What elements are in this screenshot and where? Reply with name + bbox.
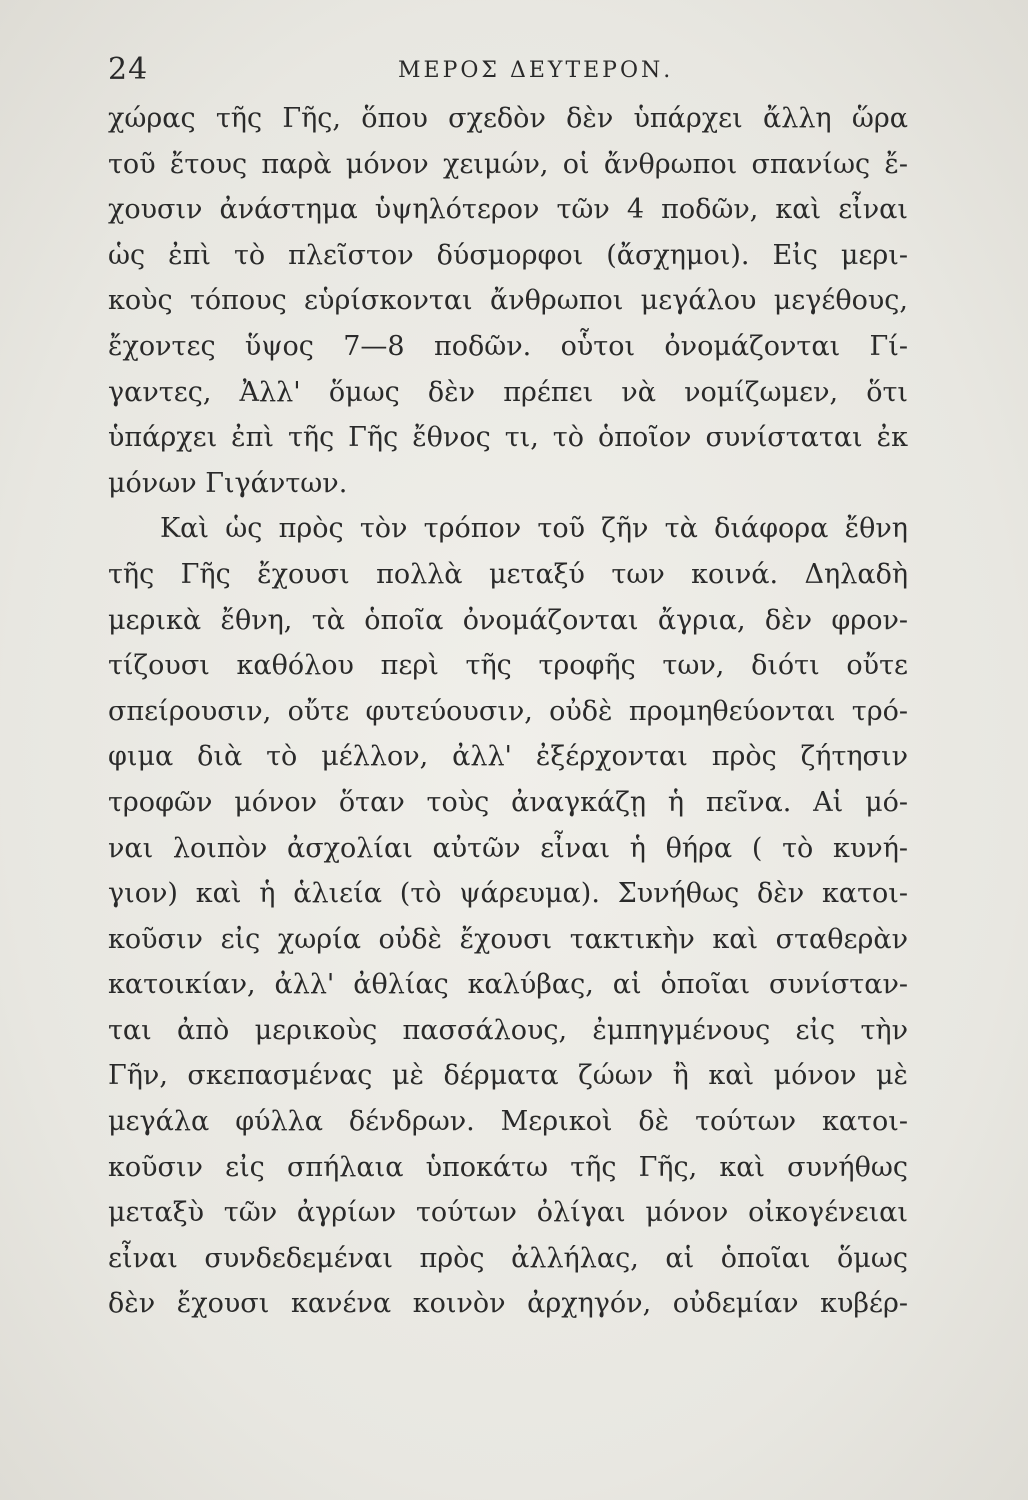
page-number: 24	[108, 52, 149, 87]
paragraph-end-line: μόνων Γιγάντων.	[108, 467, 348, 499]
text-line: δὲν ἔχουσι κανένα κοινὸν ἀρχηγόν, οὐδεμίαν κυβέρ-	[108, 1288, 908, 1320]
text-line: ναι λοιπὸν ἀσχολίαι αὐτῶν εἶναι ἡ θήρα ( τὸ κυνή-	[108, 832, 908, 864]
text-line: μερικὰ ἔθνη, τὰ ὁποῖα ὀνομάζονται ἄγρια, δὲν φρον-	[108, 604, 908, 636]
text-line: φιμα διὰ τὸ μέλλον, ἀλλ' ἐξέρχονται πρὸς ζήτησιν	[108, 741, 908, 773]
text-line: τίζουσι καθόλου περὶ τῆς τροφῆς των, διότι οὔτε	[108, 650, 908, 682]
running-head: ΜΕΡΟΣ ΔΕΥΤΕΡΟΝ.	[398, 58, 674, 83]
text-line: ὑπάρχει ἐπὶ τῆς Γῆς ἔθνος τι, τὸ ὁποῖον συνίσταται ἐκ	[108, 422, 908, 454]
body-text	[108, 96, 908, 1327]
text-line: εἶναι συνδεδεμέναι πρὸς ἀλλήλας, αἱ ὁποῖαι ὅμως	[108, 1242, 908, 1274]
page-header	[108, 52, 908, 92]
text-line: σπείρουσιν, οὔτε φυτεύουσιν, οὐδὲ προμηθεύονται τρό-	[108, 695, 908, 727]
text-line: κοὺς τόπους εὑρίσκονται ἄνθρωποι μεγάλου μεγέθους,	[108, 285, 908, 317]
text-line: ὡς ἐπὶ τὸ πλεῖστον δύσμορφοι (ἄσχημοι). Εἰς μερι-	[108, 239, 908, 271]
text-line: χουσιν ἀνάστημα ὑψηλότερον τῶν 4 ποδῶν, καὶ εἶναι	[108, 194, 908, 226]
text-line: τοῦ ἔτους παρὰ μόνον χειμών, οἱ ἄνθρωποι σπανίως ἔ-	[108, 148, 908, 180]
text-line: κοῦσιν εἰς χωρία οὐδὲ ἔχουσι τακτικὴν καὶ σταθερὰν	[108, 923, 908, 955]
text-line: κοῦσιν εἰς σπήλαια ὑποκάτω τῆς Γῆς, καὶ συνήθως	[108, 1151, 908, 1183]
text-line: Γῆν, σκεπασμένας μὲ δέρματα ζώων ἢ καὶ μόνον μὲ	[108, 1060, 908, 1092]
text-line: ἔχοντες ὕψος 7—8 ποδῶν. οὗτοι ὀνομάζονται Γί-	[108, 330, 908, 362]
text-line: μεγάλα φύλλα δένδρων. Μερικοὶ δὲ τούτων κατοι-	[108, 1106, 908, 1138]
text-line: γιον) καὶ ἡ ἁλιεία (τὸ ψάρευμα). Συνήθως δὲν κατοι-	[108, 878, 908, 910]
text-line: μεταξὺ τῶν ἀγρίων τούτων ὀλίγαι μόνον οἰκογένειαι	[108, 1197, 908, 1229]
text-line: χώρας τῆς Γῆς, ὅπου σχεδὸν δὲν ὑπάρχει ἄλλη ὥρα	[108, 103, 908, 134]
text-line: γαντες, Ἀλλ' ὅμως δὲν πρέπει νὰ νομίζωμεν, ὅτι	[108, 376, 908, 408]
text-line: ται ἀπὸ μερικοὺς πασσάλους, ἐμπηγμένους εἰς τὴν	[108, 1014, 908, 1046]
text-line: κατοικίαν, ἀλλ' ἀθλίας καλύβας, αἱ ὁποῖαι συνίσταν-	[108, 969, 908, 1001]
text-line: τῆς Γῆς ἔχουσι πολλὰ μεταξύ των κοινά. Δηλαδὴ	[108, 558, 908, 590]
paragraph-start-line: Καὶ ὡς πρὸς τὸν τρόπον τοῦ ζῆν τὰ διάφορα ἔθνη	[160, 513, 908, 545]
text-line: τροφῶν μόνον ὅταν τοὺς ἀναγκάζῃ ἡ πεῖνα. Αἱ μό-	[108, 786, 908, 818]
